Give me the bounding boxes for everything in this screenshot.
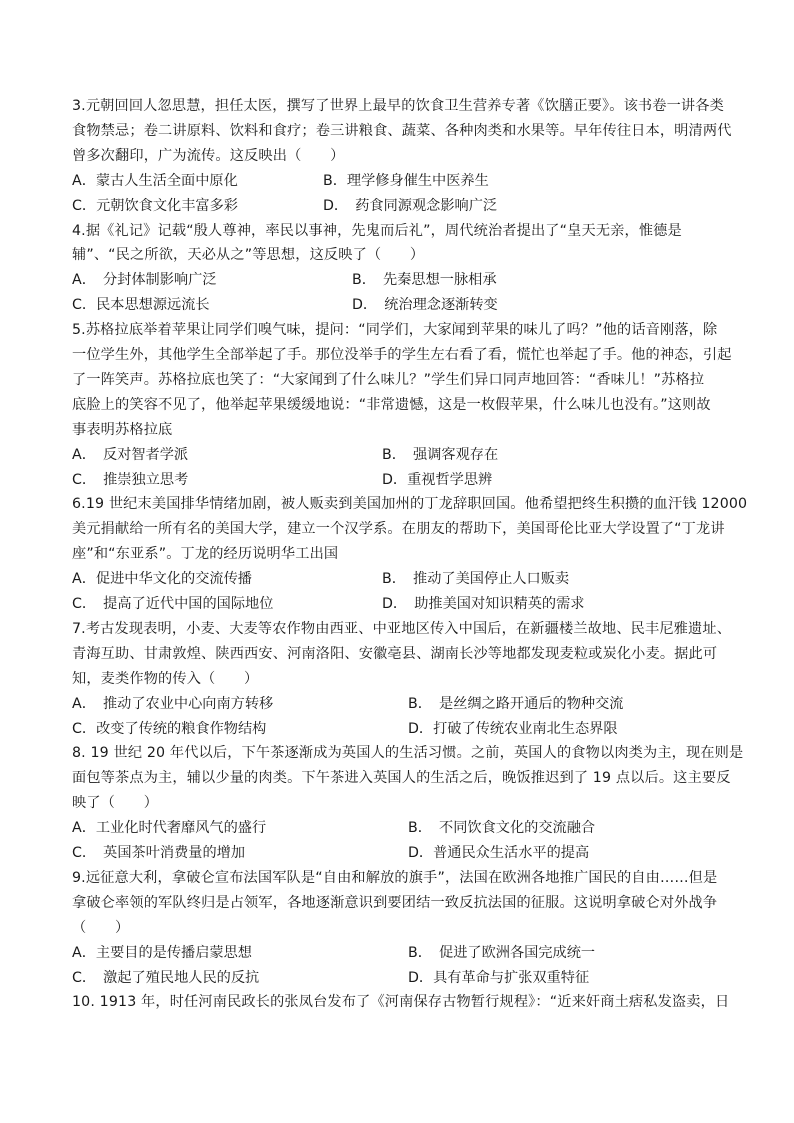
- question-6-stem-line: 6.19 世纪末美国排华情绪加剧，被人贩卖到美国加州的丁龙辞职回国。他希望把终生积攒的血汗钱 12000: [72, 496, 748, 513]
- question-5-stem-line: 一位学生外，其他学生全部举起了手。那位没举手的学生左右看了看，慌忙也举起了手。他的神态，引起: [72, 347, 732, 363]
- question-8-option: D．普通民众生活水平的提高: [408, 845, 590, 861]
- question-5-stem-line: 5.苏格拉底举着苹果让同学们嗅气味，提问：“同学们，大家闻到苹果的味儿了吗？”他的话音刚落，除: [72, 322, 718, 339]
- question-6-option: C． 提高了近代中国的国际地位: [72, 596, 274, 612]
- question-5-option: C． 推崇独立思考: [72, 471, 189, 488]
- question-8-stem-line: 映了（ ）: [72, 795, 159, 812]
- question-5-option: A． 反对智者学派: [72, 446, 189, 463]
- question-7-stem-line: 青海互助、甘肃敦煌、陕西西安、河南洛阳、安徽亳县、湖南长沙等地都发现麦粒或炭化小麦。据此可: [72, 645, 718, 662]
- question-9-stem-line: （ ）: [72, 919, 130, 936]
- question-3-option: A．蒙古人生活全面中原化: [72, 172, 238, 189]
- question-6-stem-line: 美元捐献给一所有名的美国大学，建立一个汉学系。在朋友的帮助下，美国哥伦比亚大学设置了“丁龙讲: [72, 521, 725, 538]
- question-8-option: A．工业化时代奢靡风气的盛行: [72, 820, 267, 837]
- question-4-option: C．民本思想源远流长: [72, 297, 210, 314]
- question-6-option: A．促进中华文化的交流传播: [72, 571, 252, 588]
- question-4-stem-line: 4.据《礼记》记载“殷人尊神，率民以事神，先鬼而后礼”，周代统治者提出了“皇天无亲，惟德是: [72, 222, 682, 239]
- question-8-option: C． 英国茶叶消费量的增加: [72, 845, 246, 861]
- question-4-stem-line: 辅”、“民之所欲，天必从之”等思想，这反映了（ ）: [72, 247, 425, 264]
- question-4-option: D． 统治理念逐渐转变: [352, 297, 498, 314]
- question-3-stem-line: 3.元朝回回人忽思慧，担任太医，撰写了世界上最早的饮食卫生营养专著《饮膳正要》。该书卷一讲各类: [72, 98, 724, 114]
- question-5-option: D．重视哲学思辨: [382, 471, 493, 488]
- question-10-stem-line: 10. 1913 年，时任河南民政长的张凤台发布了《河南保存古物暂行规程》：“近来奸商土痞私发盗卖，日: [72, 994, 730, 1011]
- question-7-option: D．打破了传统农业南北生态界限: [408, 720, 618, 737]
- question-9-option: B． 促进了欧洲各国完成统一: [408, 944, 596, 961]
- question-4-option: A． 分封体制影响广泛: [72, 272, 217, 289]
- question-6-option: D． 助推美国对知识精英的需求: [382, 596, 585, 612]
- question-7-stem-line: 知，麦类作物的传入（ ）: [72, 670, 259, 687]
- question-9-option: A．主要目的是传播启蒙思想: [72, 944, 252, 961]
- question-5-stem-line: 底脸上的笑容不见了，他举起苹果缓缓地说：“非常遗憾，这是一枚假苹果，什么味儿也没有。”这则故: [72, 396, 711, 413]
- question-6-option: B． 推动了美国停止人口贩卖: [382, 571, 570, 588]
- question-7-option: C．改变了传统的粮食作物结构: [72, 720, 267, 737]
- question-8-stem-line: 8. 19 世纪 20 年代以后，下午茶逐渐成为英国人的生活习惯。之前，英国人的食物以肉类为主，现在则是: [72, 745, 744, 762]
- question-9-stem-line: 9.远征意大利，拿破仑宣布法国军队是“自由和解放的旗手”，法国在欧洲各地推广国民的自由……但是: [72, 869, 718, 886]
- question-9-stem-line: 拿破仑率领的军队终归是占领军，各地逐渐意识到要团结一致反抗法国的征服。这说明拿破仑对外战争: [72, 894, 718, 911]
- question-5-option: B． 强调客观存在: [382, 446, 499, 463]
- question-5-stem-line: 了一阵笑声。苏格拉底也笑了：“大家闻到了什么味儿？”学生们异口同声地回答：“香味儿！”苏格拉: [72, 371, 705, 388]
- question-8-option: B． 不同饮食文化的交流融合: [408, 820, 596, 837]
- question-7-option: B． 是丝绸之路开通后的物种交流: [408, 695, 624, 712]
- question-7-option: A． 推动了农业中心向南方转移: [72, 695, 274, 712]
- question-6-stem-line: 座”和“东亚系”。丁龙的经历说明华工出国: [72, 546, 339, 563]
- question-3-stem-line: 食物禁忌；卷二讲原料、饮料和食疗；卷三讲粮食、蔬菜、各种肉类和水果等。早年传往日本，明清两代: [72, 122, 732, 139]
- question-3-option: D． 药食同源观念影响广泛: [323, 197, 498, 214]
- question-7-stem-line: 7.考古发现表明，小麦、大麦等农作物由西亚、中亚地区传入中国后，在新疆楼兰故地、民丰尼雅遗址、: [72, 620, 732, 637]
- question-3-stem-line: 曾多次翻印，广为流传。这反映出（ ）: [72, 147, 345, 164]
- question-8-stem-line: 面包等茶点为主，辅以少量的肉类。下午茶进入英国人的生活之后，晚饭推迟到了 19 点以后。这主要反: [72, 770, 731, 787]
- question-3-option: B．理学修身催生中医养生: [323, 172, 489, 189]
- question-5-stem-line: 事表明苏格拉底: [72, 421, 173, 438]
- question-9-option: C． 激起了殖民地人民的反抗: [72, 969, 260, 986]
- question-3-option: C．元朝饮食文化丰富多彩: [72, 197, 238, 214]
- question-4-option: B． 先秦思想一脉相承: [352, 272, 497, 289]
- question-9-option: D．具有革命与扩张双重特征: [408, 969, 590, 986]
